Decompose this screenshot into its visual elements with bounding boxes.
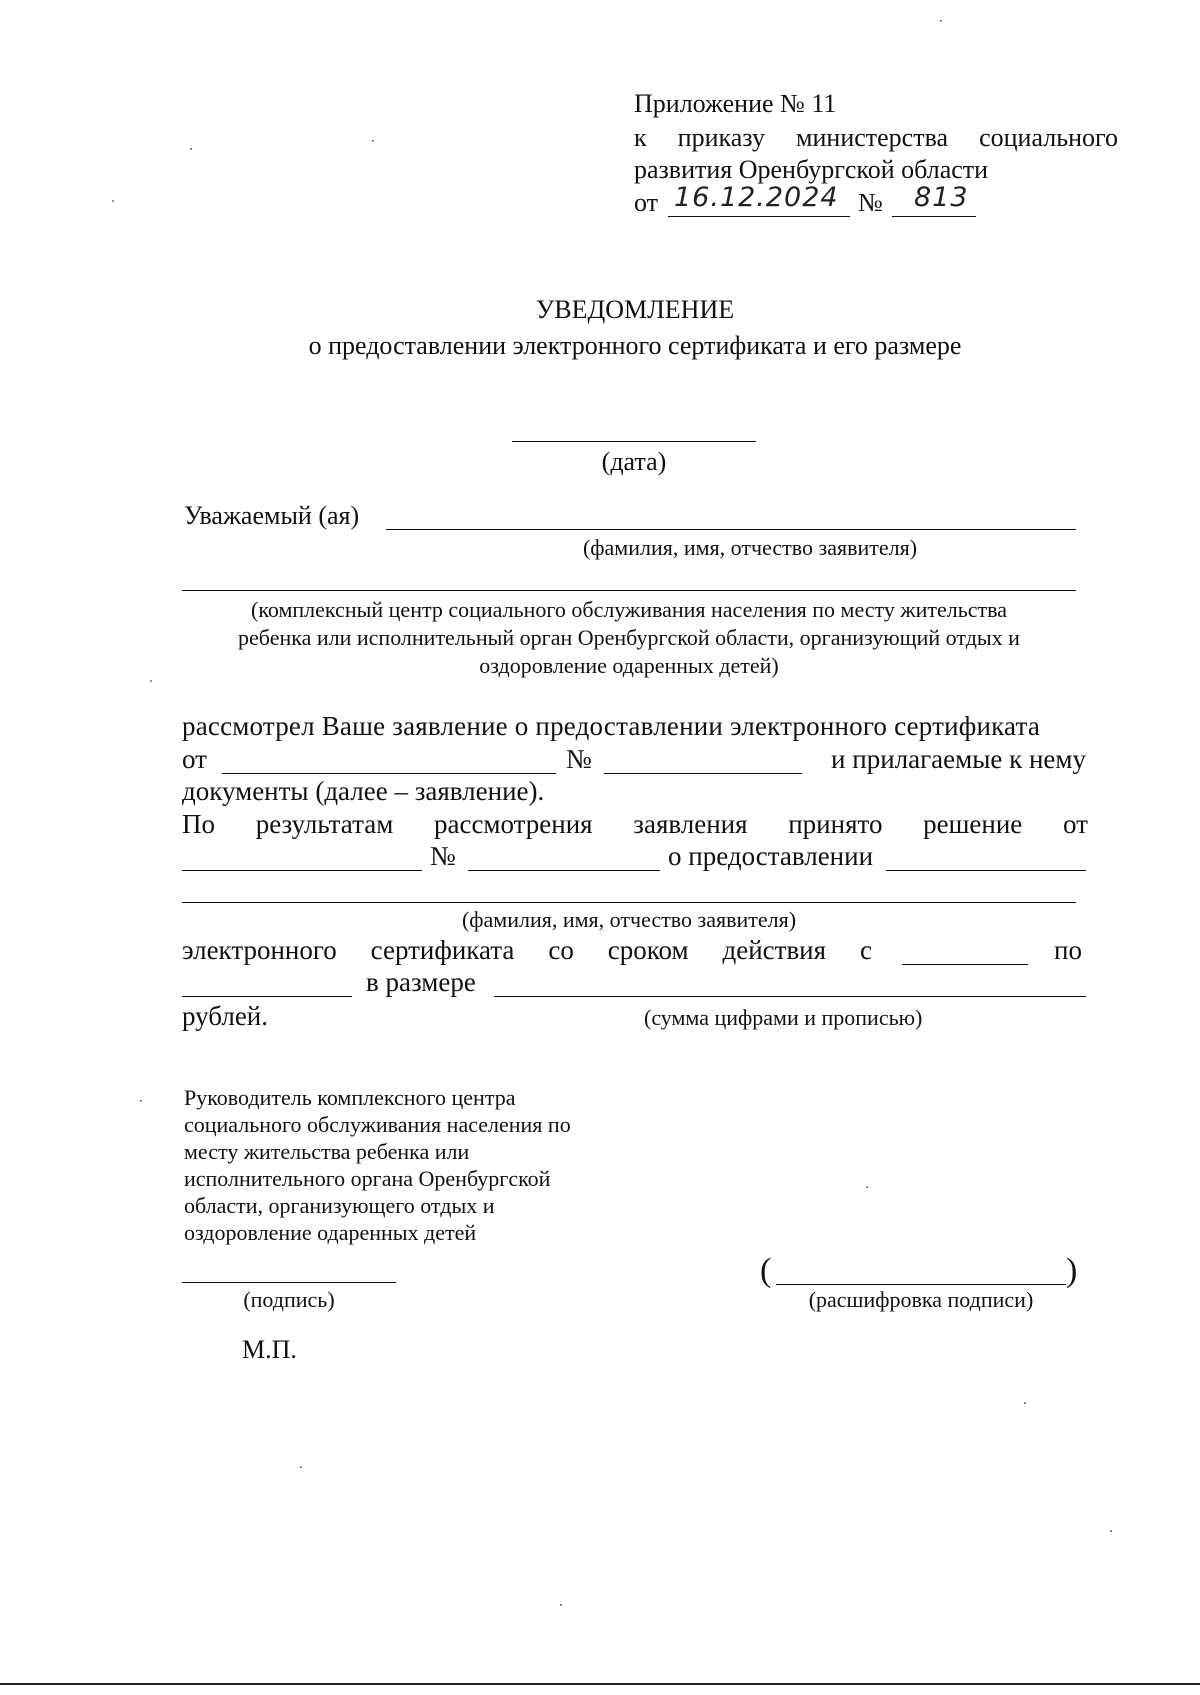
addressee-name-underline (386, 529, 1076, 530)
head-title-line: исполнительного органа Оренбургской (184, 1166, 551, 1191)
body-word: заявления (633, 809, 748, 839)
provide-underline (886, 870, 1086, 871)
head-title-line: области, организующего отдых и (184, 1193, 495, 1218)
organization-caption-line: ребенка или исполнительный орган Оренбургской области, организующий отдых и (238, 625, 1020, 650)
body-word: с (859, 935, 872, 965)
appendix-from-label: от (634, 188, 659, 217)
decision-date-underline (182, 870, 422, 871)
head-title-line: месту жительства ребенка или (184, 1139, 470, 1164)
scan-speck (1110, 1530, 1112, 1532)
application-date-underline (222, 773, 556, 774)
decode-underline (776, 1284, 1066, 1285)
body-word: со (548, 935, 574, 965)
date-caption: (дата) (601, 447, 667, 476)
body-word: принято (788, 809, 883, 839)
body-line-documents: документы (далее – заявление). (182, 776, 545, 806)
organization-caption-line: оздоровление одаренных детей) (479, 653, 779, 678)
appendix-number-label: № (858, 188, 883, 217)
appendix-number-handwritten: 813 (914, 182, 969, 213)
scan-speck (112, 200, 114, 202)
decode-open-paren: ( (760, 1252, 772, 1289)
body-size-label: в размере (366, 967, 476, 997)
scan-bottom-edge (0, 1683, 1200, 1685)
scan-speck (866, 1186, 868, 1188)
organization-caption-line: (комплексный центр социального обслуживания населения по месту жительства (251, 597, 1007, 622)
body-provide-label: о предоставлении (668, 841, 874, 871)
body-word: По (182, 809, 215, 839)
application-number-underline (604, 773, 802, 774)
body-line-results (182, 808, 1088, 841)
body-line-considered: рассмотрел Ваше заявление о предоставлении электронного сертификата (182, 711, 1041, 741)
scan-speck (1024, 1402, 1026, 1404)
appendix-number-underline (892, 216, 976, 217)
organization-underline (182, 590, 1076, 591)
appendix-title: Приложение № 11 (634, 89, 837, 118)
appendix-word: социального (979, 123, 1118, 152)
scan-speck (190, 148, 192, 150)
decision-number-label: № (430, 841, 456, 871)
body-word: от (1062, 809, 1088, 839)
signature-underline (182, 1282, 396, 1283)
decision-number-underline (468, 870, 660, 871)
body-word: сертификата (370, 935, 515, 965)
body-word: рассмотрения (433, 809, 593, 839)
body-attached-docs: и прилагаемые к нему (831, 744, 1086, 774)
scan-speck (372, 140, 374, 142)
body-word: электронного (182, 935, 337, 965)
validity-end-underline (182, 996, 352, 997)
scan-speck (560, 1604, 562, 1606)
body-to-label: по (1054, 935, 1082, 965)
body-rubles-label: рублей. (182, 1001, 269, 1031)
appendix-order-line (634, 122, 1118, 154)
notice-title: УВЕДОМЛЕНИЕ (535, 295, 735, 324)
head-title-line: оздоровление одаренных детей (184, 1220, 477, 1245)
amount-caption: (сумма цифрами и прописью) (644, 1005, 923, 1030)
date-underline (512, 441, 756, 442)
decode-close-paren: ) (1066, 1252, 1078, 1289)
notice-subtitle: о предоставлении электронного сертификата и его размере (308, 331, 962, 360)
body-word: действия (722, 935, 827, 965)
greeting: Уважаемый (ая) (184, 501, 360, 530)
signature-caption: (подпись) (243, 1287, 335, 1312)
scan-speck (300, 1466, 302, 1468)
stamp-place: М.П. (242, 1335, 297, 1364)
body-from-label: от (182, 744, 207, 774)
appendix-date-underline (668, 216, 850, 217)
appendix-word: министерства (796, 123, 949, 152)
body-word: сроком (607, 935, 689, 965)
decode-caption: (расшифровка подписи) (808, 1287, 1034, 1312)
scan-speck (150, 680, 152, 682)
head-title-line: Руководитель комплексного центра (184, 1085, 516, 1110)
body-word: решение (923, 809, 1023, 839)
appendix-date-handwritten: 16.12.2024 (674, 182, 839, 213)
appendix-word: приказу (677, 123, 766, 152)
appendix-word: к (634, 123, 647, 152)
head-title-block (184, 1084, 571, 1246)
appendix-ministry-line: развития Оренбургской области (634, 155, 989, 184)
validity-start-underline (902, 964, 1028, 965)
applicant-name-underline (182, 902, 1076, 903)
scan-speck (940, 20, 942, 22)
head-title-line: социального обслуживания населения по (184, 1112, 571, 1137)
body-number-label: № (566, 744, 592, 774)
body-word: результатам (255, 809, 394, 839)
body-line-validity (182, 934, 872, 967)
applicant-caption: (фамилия, имя, отчество заявителя) (461, 907, 797, 932)
addressee-caption: (фамилия, имя, отчество заявителя) (582, 535, 918, 560)
amount-underline (494, 996, 1086, 997)
scan-speck (140, 1100, 142, 1102)
